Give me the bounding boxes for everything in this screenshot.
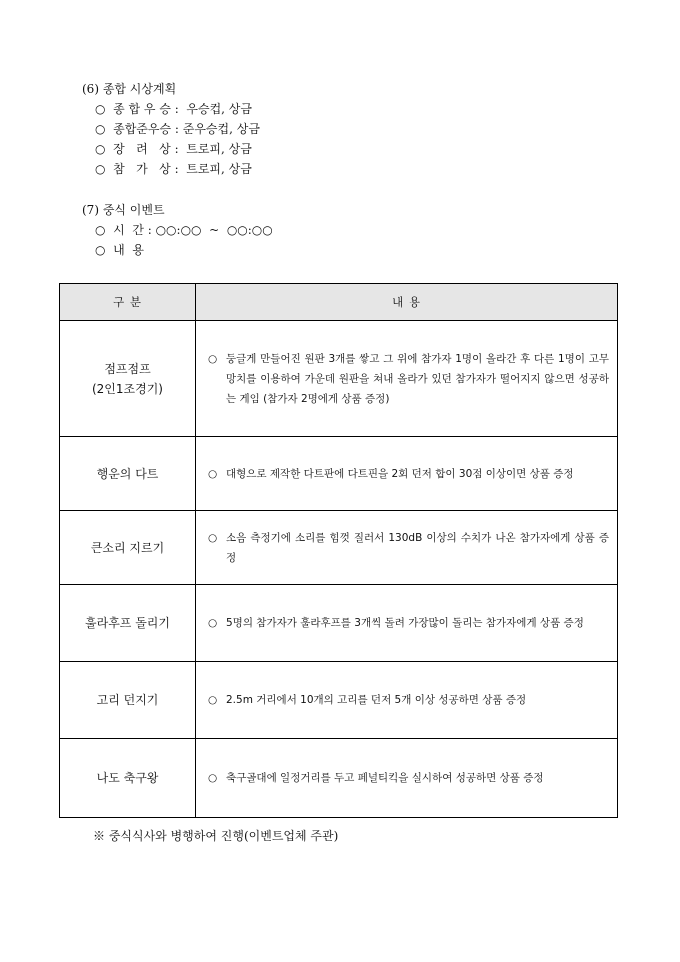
table-row — [60, 511, 618, 585]
row-category — [60, 739, 196, 818]
category-name: 행운의 다트 — [96, 466, 159, 481]
header-category: 구 분 — [60, 284, 196, 321]
award-grand-prize: ○ 종 합 우 승 : 우승컵, 상금 — [95, 102, 252, 116]
row-category — [60, 437, 196, 511]
row-description — [196, 739, 618, 818]
row-description — [196, 437, 618, 511]
circle-bullet-icon: ○ — [208, 467, 218, 480]
event-time: ○ 시 간 : ○○:○○ ~ ○○:○○ — [95, 223, 273, 237]
circle-bullet-icon: ○ — [208, 694, 218, 706]
row-category — [60, 662, 196, 739]
row-category — [60, 511, 196, 585]
row-description — [196, 662, 618, 739]
description-text: 대형으로 제작한 다트판에 다트핀을 2회 던저 합이 30점 이상이면 상품 증정 — [226, 467, 574, 480]
table-row — [60, 437, 618, 511]
section-6-title: (6) 종합 시상계획 — [82, 82, 177, 96]
table-row — [60, 739, 618, 818]
circle-bullet-icon: ○ — [208, 531, 218, 544]
table-row — [60, 662, 618, 739]
circle-bullet-icon: ○ — [208, 772, 218, 784]
category-name: 고리 던지기 — [96, 693, 159, 707]
award-encouragement: ○ 장 려 상 : 트로피, 상금 — [95, 142, 252, 156]
header-content: 내 용 — [196, 284, 618, 321]
category-subtitle: (2인1조경기) — [91, 381, 163, 396]
description-text: 소음 측정기에 소리를 힘껏 질러서 130dB 이상의 수치가 나온 참가자에게 상품 증정 — [226, 531, 609, 564]
category-name: 나도 축구왕 — [96, 771, 159, 785]
events-table — [59, 283, 618, 818]
row-description — [196, 321, 618, 437]
circle-bullet-icon: ○ — [208, 617, 218, 629]
event-content-label: ○ 내 용 — [95, 243, 144, 257]
category-name: 점프점프 — [104, 361, 151, 376]
table-row — [60, 585, 618, 662]
circle-bullet-icon: ○ — [208, 352, 218, 365]
table-header-row — [60, 284, 618, 321]
category-name: 훌라후프 돌리기 — [85, 616, 170, 630]
award-runner-up: ○ 종합준우승 : 준우승컵, 상금 — [95, 122, 260, 136]
description-text: 5명의 참가자가 훌라후프를 3개씩 돌려 가장많이 돌리는 참가자에게 상품 증정 — [226, 617, 584, 629]
footnote: ※ 중식식사와 병행하여 진행(이벤트업체 주관) — [93, 829, 339, 843]
row-description — [196, 511, 618, 585]
description-text: 축구골대에 일정거리를 두고 페널티킥을 실시하여 성공하면 상품 증정 — [226, 772, 544, 784]
description-text: 둥글게 만들어진 원판 3개를 쌓고 그 위에 참가자 1명이 올라간 후 다른 1명이 고무망치를 이용하여 가운데 원판을 쳐내 올라가 있던 참가자가 떨어지지 않으면 성공하는 게임 (참가자 2명에게 상품 증정) — [226, 352, 609, 405]
row-description — [196, 585, 618, 662]
category-name: 큰소리 지르기 — [90, 540, 165, 555]
table-row — [60, 321, 618, 437]
section-7-title: (7) 중식 이벤트 — [82, 203, 165, 217]
award-participation: ○ 참 가 상 : 트로피, 상금 — [95, 162, 252, 176]
description-text: 2.5m 거리에서 10개의 고리를 던저 5개 이상 성공하면 상품 증정 — [226, 694, 527, 706]
row-category — [60, 585, 196, 662]
row-category — [60, 321, 196, 437]
